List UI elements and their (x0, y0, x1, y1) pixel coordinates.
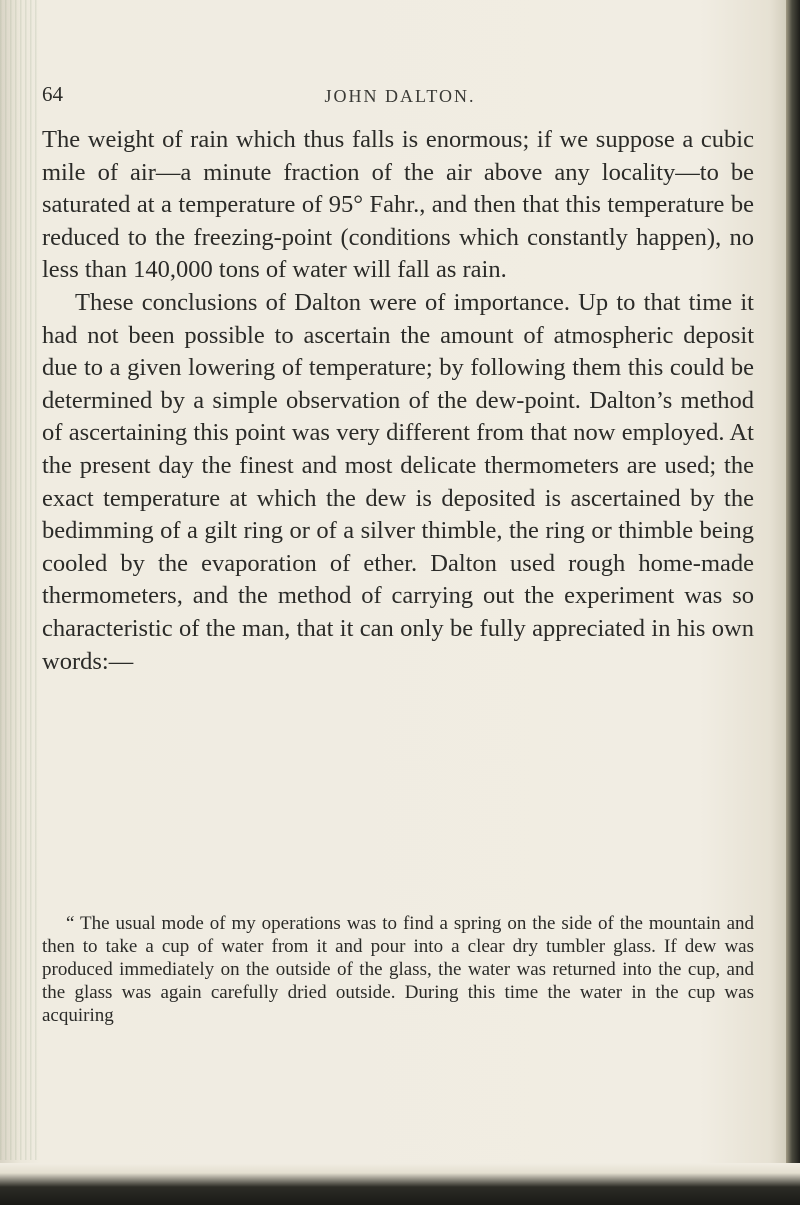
block-quote: “ The usual mode of my operations was to find a spring on the side of the mountain and then to take a cup of water from it and pour into a clear dry tumbler glass. If dew was produced immediately on the outside of the glass, the water was returned into the cup, and the glass was again carefully dried outside. During this time the water in the cup was acquiring (42, 913, 754, 1026)
page-bottom-edge (0, 1163, 800, 1205)
paragraph-1: The weight of rain which thus falls is enormous; if we suppose a cubic mile of air—a minute fraction of the air above any locality—to be saturated at a temperature of 95° Fahr., and then that this temperature be reduced to the freezing-point (conditions which constantly happen), no less than 140,000 tons of water will fall as rain. (42, 126, 754, 284)
page-right-edge (786, 0, 800, 1205)
body-text (42, 124, 754, 678)
page-gutter-shadow (0, 0, 40, 1160)
page-number: 64 (42, 82, 63, 106)
paragraph-2: These conclusions of Dalton were of importance. Up to that time it had not been possible to ascertain the amount of atmospheric deposit due to a given lowering of temperature; by following them this could be determined by a simple observation of the dew-point. Dalton’s method of ascertaining this point was very different from that now employed. At the present day the finest and most delicate thermometers are used; the exact temperature at which the dew is deposited is ascertained by the bedimming of a gilt ring or of a silver thimble, the ring or thimble being cooled by the evaporation of ether. Dalton used rough home-made thermometers, and the method of carrying out the experiment was so characteristic of the man, that it can only be fully appreciated in his own words:— (42, 288, 754, 675)
running-head: JOHN DALTON. (324, 86, 476, 106)
